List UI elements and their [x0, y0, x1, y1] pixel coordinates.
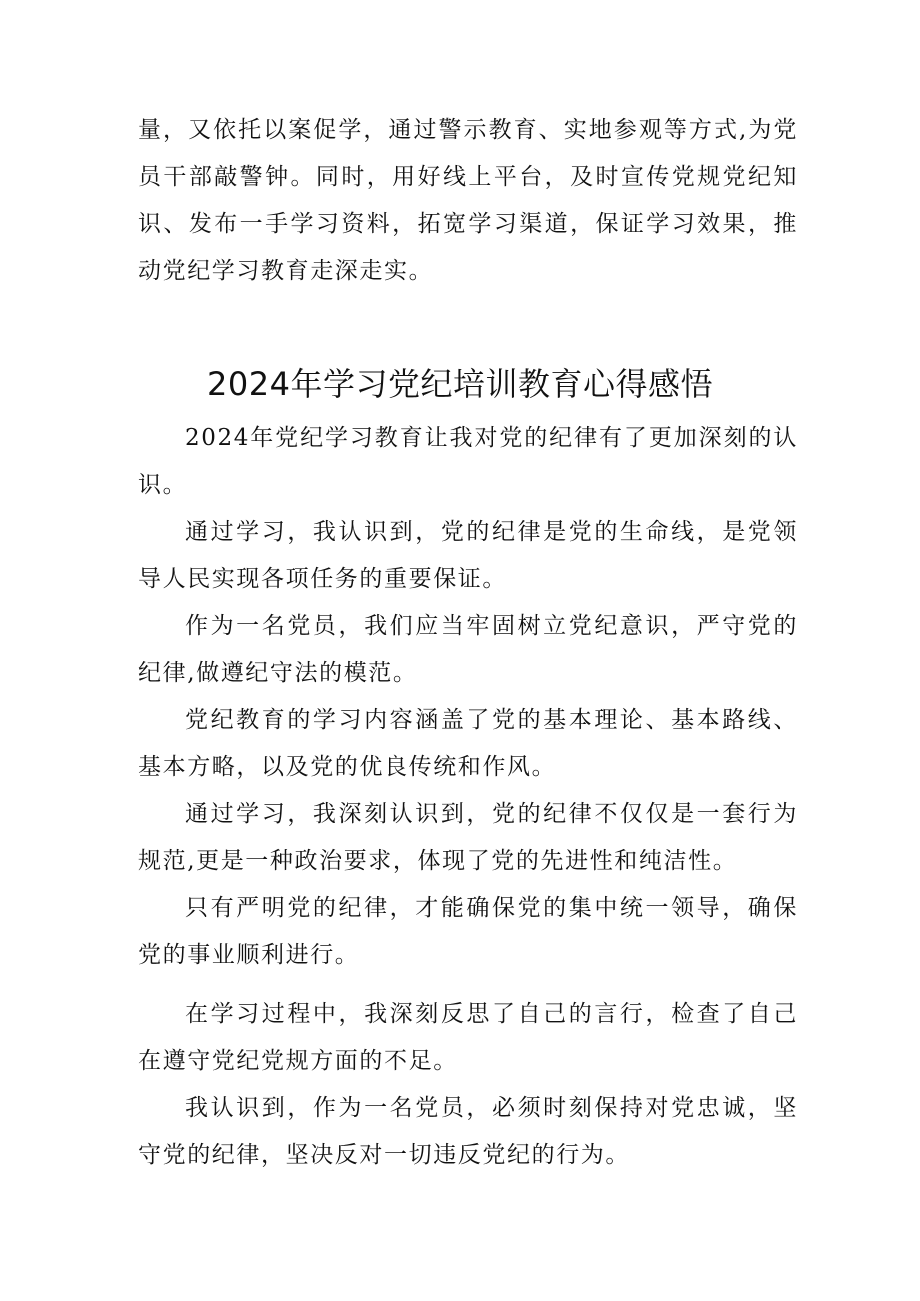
intro-paragraph: 量，又依托以案促学，通过警示教育、实地参观等方式,为党员干部敲警钟。同时，用好线上平台，及时宣传党规党纪知识、发布一手学习资料，拓宽学习渠道，保证学习效果，推动党纪学习教育走深走实。: [138, 117, 798, 284]
body-paragraph: 2024年党纪学习教育让我对党的纪律有了更加深刻的认识。: [138, 425, 798, 498]
body-paragraph: 作为一名党员，我们应当牢固树立党纪意识，严守党的纪律,做遵纪守法的模范。: [138, 613, 798, 686]
body-paragraph: 在学习过程中，我深刻反思了自己的言行，检查了自己在遵守党纪党规方面的不足。: [138, 1001, 798, 1074]
body-paragraph: 只有严明党的纪律，才能确保党的集中统一领导，确保党的事业顺利进行。: [138, 895, 798, 968]
body-paragraph: 党纪教育的学习内容涵盖了党的基本理论、基本路线、基本方略，以及党的优良传统和作风。: [138, 707, 798, 780]
page-title: 2024年学习党纪培训教育心得感悟: [207, 365, 713, 403]
body-paragraph: 通过学习，我认识到，党的纪律是党的生命线，是党领导人民实现各项任务的重要保证。: [138, 519, 798, 592]
body-paragraph: 我认识到，作为一名党员，必须时刻保持对党忠诚，坚守党的纪律，坚决反对一切违反党纪的行为。: [138, 1095, 798, 1168]
body-section-continued: [138, 991, 798, 1179]
body-paragraph: 通过学习，我深刻认识到，党的纪律不仅仅是一套行为规范,更是一种政治要求，体现了党的先进性和纯洁性。: [138, 801, 798, 874]
body-section: [138, 415, 798, 979]
intro-section: [138, 107, 798, 295]
